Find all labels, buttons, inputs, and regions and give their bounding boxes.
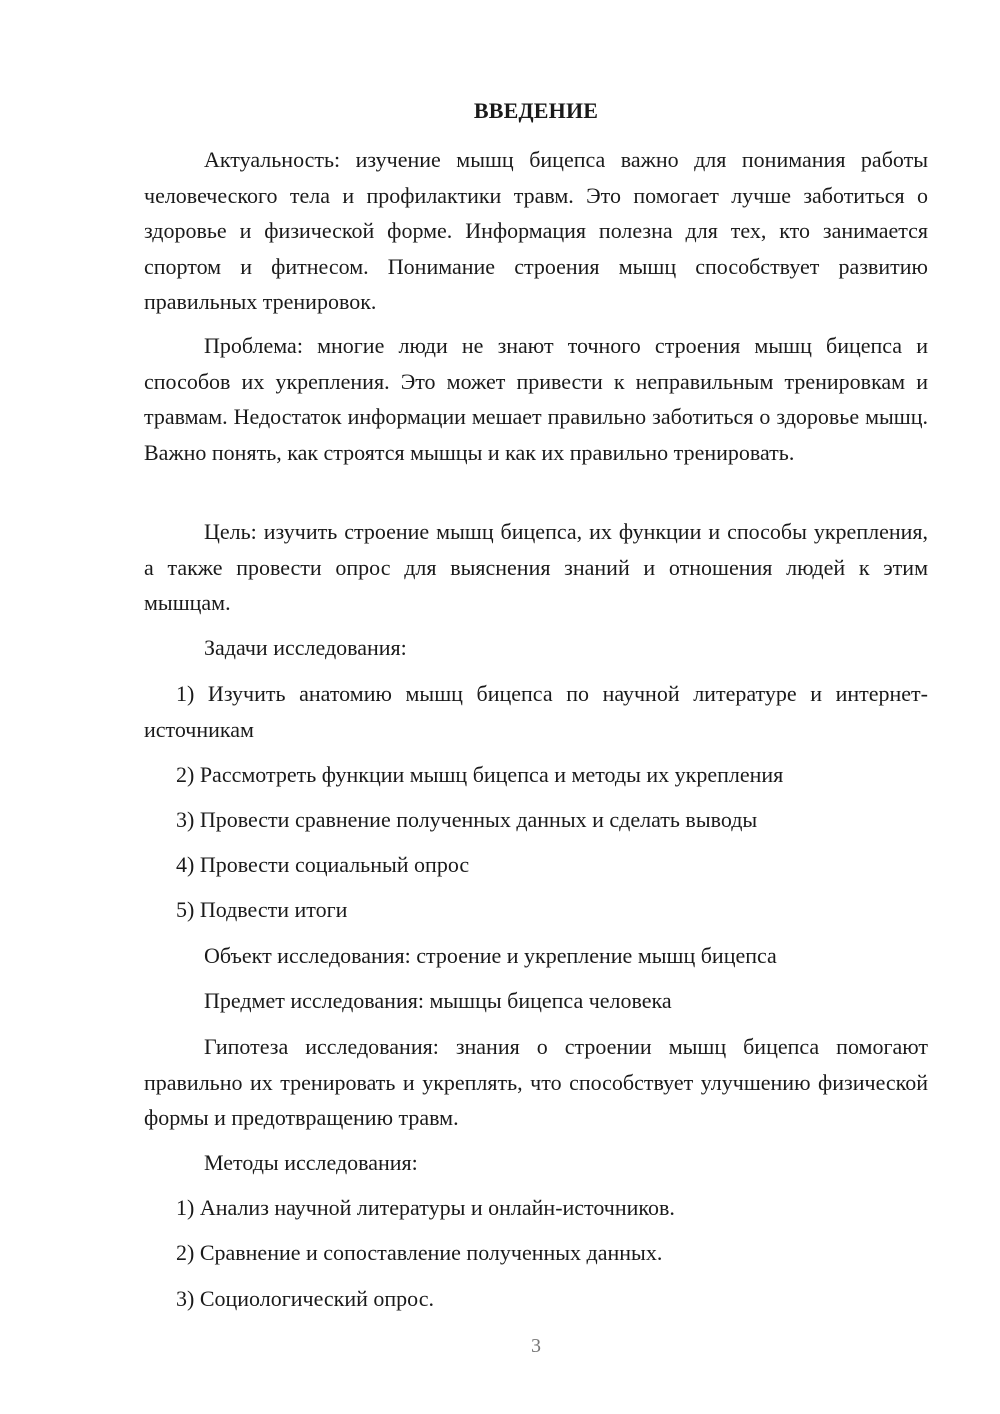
method-item-2: 2) Сравнение и сопоставление полученных данных. xyxy=(176,1240,663,1265)
research-object: Объект исследования: строение и укрепление мышц бицепса xyxy=(204,943,777,968)
task-item-3: 3) Провести сравнение полученных данных и сделать выводы xyxy=(176,807,758,832)
research-subject: Предмет исследования: мышцы бицепса человека xyxy=(204,988,672,1013)
method-item-3: 3) Социологический опрос. xyxy=(176,1286,434,1311)
method-item-1: 1) Анализ научной литературы и онлайн-источников. xyxy=(176,1195,675,1220)
task-item-2: 2) Рассмотреть функции мышц бицепса и методы их укрепления xyxy=(176,762,784,787)
task-item-1: 1) Изучить анатомию мышц бицепса по научной литературе и интернет-источникам xyxy=(144,681,928,742)
goal-paragraph: Цель: изучить строение мышц бицепса, их функции и способы укрепления, а также провести опрос для выяснения знаний и отношения людей к этим мышцам. xyxy=(144,519,928,615)
problem-paragraph: Проблема: многие люди не знают точного строения мышц бицепса и способов их укрепления. Это может привести к неправильным тренировкам и травмам. Недостаток информации мешает правильно заботиться о здоровье мышц. Важно понять, как строятся мышцы и как их правильно тренировать. xyxy=(144,333,928,465)
page-title: ВВЕДЕНИЕ xyxy=(473,98,599,123)
page-number: 3 xyxy=(531,1335,541,1357)
hypothesis-paragraph: Гипотеза исследования: знания о строении мышц бицепса помогают правильно их тренировать и укреплять, что способствует улучшению физической формы и предотвращению травм. xyxy=(144,1034,928,1130)
methods-heading: Методы исследования: xyxy=(204,1150,418,1175)
task-item-4: 4) Провести социальный опрос xyxy=(176,852,470,877)
relevance-paragraph: Актуальность: изучение мышц бицепса важно для понимания работы человеческого тела и профилактики травм. Это помогает лучше заботиться о здоровье и физической форме. Информация полезна для тех, кто занимается спортом и фитнесом. Понимание строения мышц способствует развитию правильных тренировок. xyxy=(144,147,928,314)
tasks-heading: Задачи исследования: xyxy=(204,635,407,660)
task-item-5: 5) Подвести итоги xyxy=(176,897,348,922)
